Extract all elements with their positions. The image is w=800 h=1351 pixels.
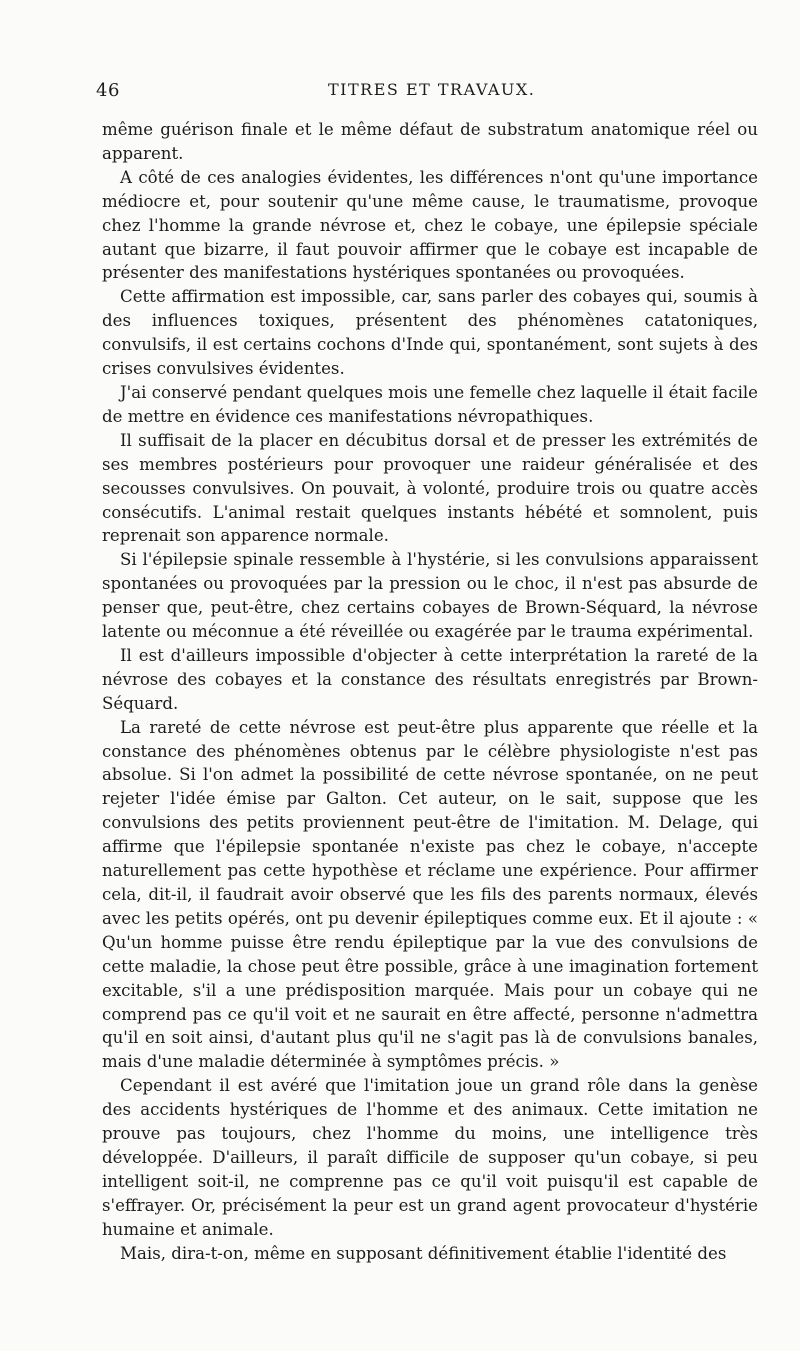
paragraph: Il suffisait de la placer en décubitus dorsal et de presser les extrémités de ses membres postérieurs pour provoquer une raideur généralisée et des secousses convulsives. On pouvait, à volonté, produire trois ou quatre accès consécutifs. L'animal restait quelques instants hébété et somnolent, puis reprenait son apparence normale. <box>102 430 758 546</box>
paragraph: Il est d'ailleurs impossible d'objecter à cette interprétation la rareté de la névrose des cobayes et la constance des résultats enregistrés par Brown-Séquard. <box>102 645 758 713</box>
paragraph: J'ai conservé pendant quelques mois une femelle chez laquelle il était facile de mettre en évidence ces manifestations névropathiques. <box>102 382 758 426</box>
running-head <box>96 80 756 104</box>
page-number: 46 <box>96 80 120 101</box>
running-title: TITRES ET TRAVAUX. <box>328 80 536 99</box>
paragraph: Cette affirmation est impossible, car, sans parler des cobayes qui, soumis à des influences toxiques, présentent des phénomènes catatoniques, convulsifs, il est certains cochons d'Inde qui, spontanément, sont sujets à des crises convulsives évidentes. <box>102 287 758 379</box>
paragraph: même guérison finale et le même défaut de substratum anatomique réel ou apparent. <box>102 120 758 163</box>
paragraph: Si l'épilepsie spinale ressemble à l'hystérie, si les convulsions apparaissent spontanées ou provoquées par la pression ou le choc, il n'est pas absurde de penser que, peut-être, chez certains cobayes de Brown-Séquard, la névrose latente ou méconnue a été réveillée ou exagérée par le trauma expérimental. <box>102 550 758 642</box>
paragraph: La rareté de cette névrose est peut-être plus apparente que réelle et la constance des phénomènes obtenus par le célèbre physiologiste n'est pas absolue. Si l'on admet la possibilité de cette névrose spontanée, on ne peut rejeter l'idée émise par Galton. Cet auteur, on le sait, suppose que les convulsions des petits proviennent peut-être de l'imitation. M. Delage, qui affirme que l'épilepsie spontanée n'existe pas chez le cobaye, n'accepte naturellement pas cette hypothèse et réclame une expérience. Pour affirmer cela, dit-il, il faudrait avoir observé que les fils des parents normaux, élevés avec les petits opérés, ont pu devenir épileptiques comme eux. Et il ajoute : « Qu'un homme puisse être rendu épileptique par la vue des convulsions de cette maladie, la chose peut être possible, grâce à une imagination fortement excitable, s'il a une prédisposition marquée. Mais pour un cobaye qui ne comprend pas ce qu'il voit et ne saurait en être affecté, personne n'admettra qu'il en soit ainsi, d'autant plus qu'il ne s'agit pas là de convulsions banales, mais d'une maladie déterminée à symptômes précis. » <box>102 717 758 1072</box>
paragraph: A côté de ces analogies évidentes, les différences n'ont qu'une importance médiocre et, pour soutenir qu'une même cause, le traumatisme, provoque chez l'homme la grande névrose et, chez le cobaye, une épilepsie spéciale autant que bizarre, il faut pouvoir affirmer que le cobaye est incapable de présenter des manifestations hystériques spontanées ou provoquées. <box>102 167 758 283</box>
body-text <box>102 118 758 1266</box>
paragraph: Mais, dira-t-on, même en supposant définitivement établie l'identité des <box>120 1243 727 1263</box>
paragraph: Cependant il est avéré que l'imitation joue un grand rôle dans la genèse des accidents hystériques de l'homme et des animaux. Cette imitation ne prouve pas toujours, chez l'homme du moins, une intelligence très développée. D'ailleurs, il paraît difficile de supposer qu'un cobaye, si peu intelligent soit-il, ne comprenne pas ce qu'il voit puisqu'il est capable de s'effrayer. Or, précisément la peur est un grand agent provocateur d'hystérie humaine et animale. <box>102 1076 758 1239</box>
